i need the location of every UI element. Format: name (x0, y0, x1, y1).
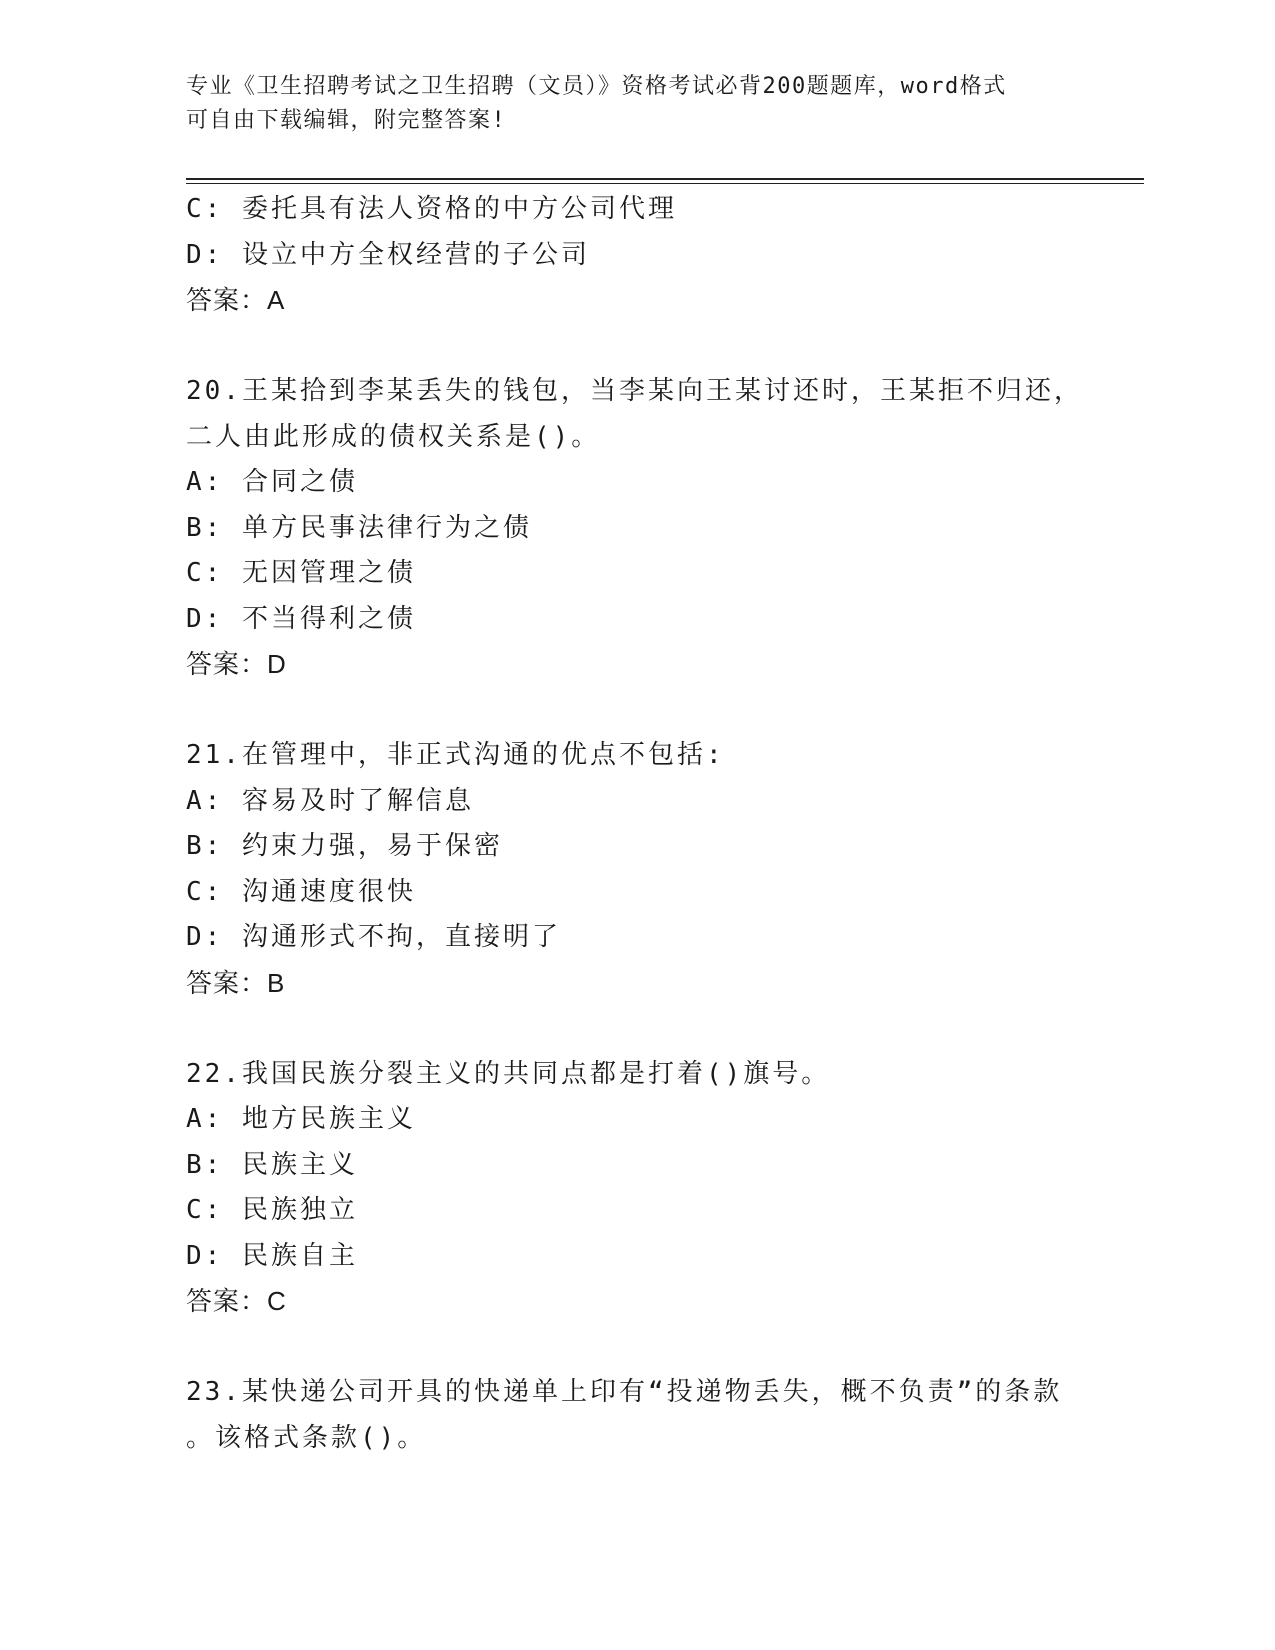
option-b: B: 民族主义 (186, 1149, 358, 1180)
header-rule-thin (186, 183, 1144, 184)
option-a: A: 地方民族主义 (186, 1104, 416, 1134)
header-line-2: 可自由下载编辑，附完整答案! (186, 108, 507, 133)
question-stem: 。该格式条款()。 (186, 1422, 427, 1453)
option-c: C: 委托具有法人资格的中方公司代理 (186, 194, 677, 224)
answer-line: 答案：D (186, 649, 287, 679)
option-a: A: 容易及时了解信息 (186, 785, 474, 816)
answer-line: 答案：B (186, 967, 286, 998)
option-d: D: 民族自主 (186, 1240, 358, 1271)
spacer (186, 1006, 1086, 1052)
question-stem: 二人由此形成的债权关系是()。 (186, 421, 601, 452)
option-d: D: 沟通形式不拘，直接明了 (186, 922, 561, 952)
question-stem: 21.在管理中，非正式沟通的优点不包括: (186, 740, 725, 770)
option-a: A: 合同之债 (186, 467, 358, 497)
answer-line: 答案：C (186, 1286, 287, 1316)
page-header (186, 70, 1086, 138)
option-b: B: 约束力强，易于保密 (186, 831, 503, 861)
answer-line: 答案：A (186, 285, 286, 315)
question-19-continued (186, 187, 1086, 324)
question-20 (186, 369, 1086, 688)
question-list (186, 187, 1086, 1461)
spacer (186, 1325, 1086, 1371)
option-d: D: 不当得利之债 (186, 603, 416, 634)
spacer (186, 688, 1086, 734)
question-21 (186, 733, 1086, 1006)
header-line-1: 专业《卫生招聘考试之卫生招聘（文员）》资格考试必背200题题库，word格式 (186, 74, 1007, 99)
option-d: D: 设立中方全权经营的子公司 (186, 239, 590, 270)
question-stem: 23.某快递公司开具的快递单上印有“投递物丢失，概不负责”的条款 (186, 1377, 1063, 1407)
question-stem: 22.我国民族分裂主义的共同点都是打着()旗号。 (186, 1058, 831, 1089)
option-c: C: 沟通速度很快 (186, 876, 416, 907)
option-c: C: 无因管理之债 (186, 558, 416, 588)
option-c: C: 民族独立 (186, 1195, 358, 1225)
header-rule-thick (186, 178, 1144, 180)
spacer (186, 324, 1086, 370)
question-23 (186, 1370, 1086, 1461)
option-b: B: 单方民事法律行为之债 (186, 512, 532, 543)
question-stem: 20.王某拾到李某丢失的钱包，当李某向王某讨还时，王某拒不归还， (186, 376, 1083, 406)
question-22 (186, 1052, 1086, 1325)
